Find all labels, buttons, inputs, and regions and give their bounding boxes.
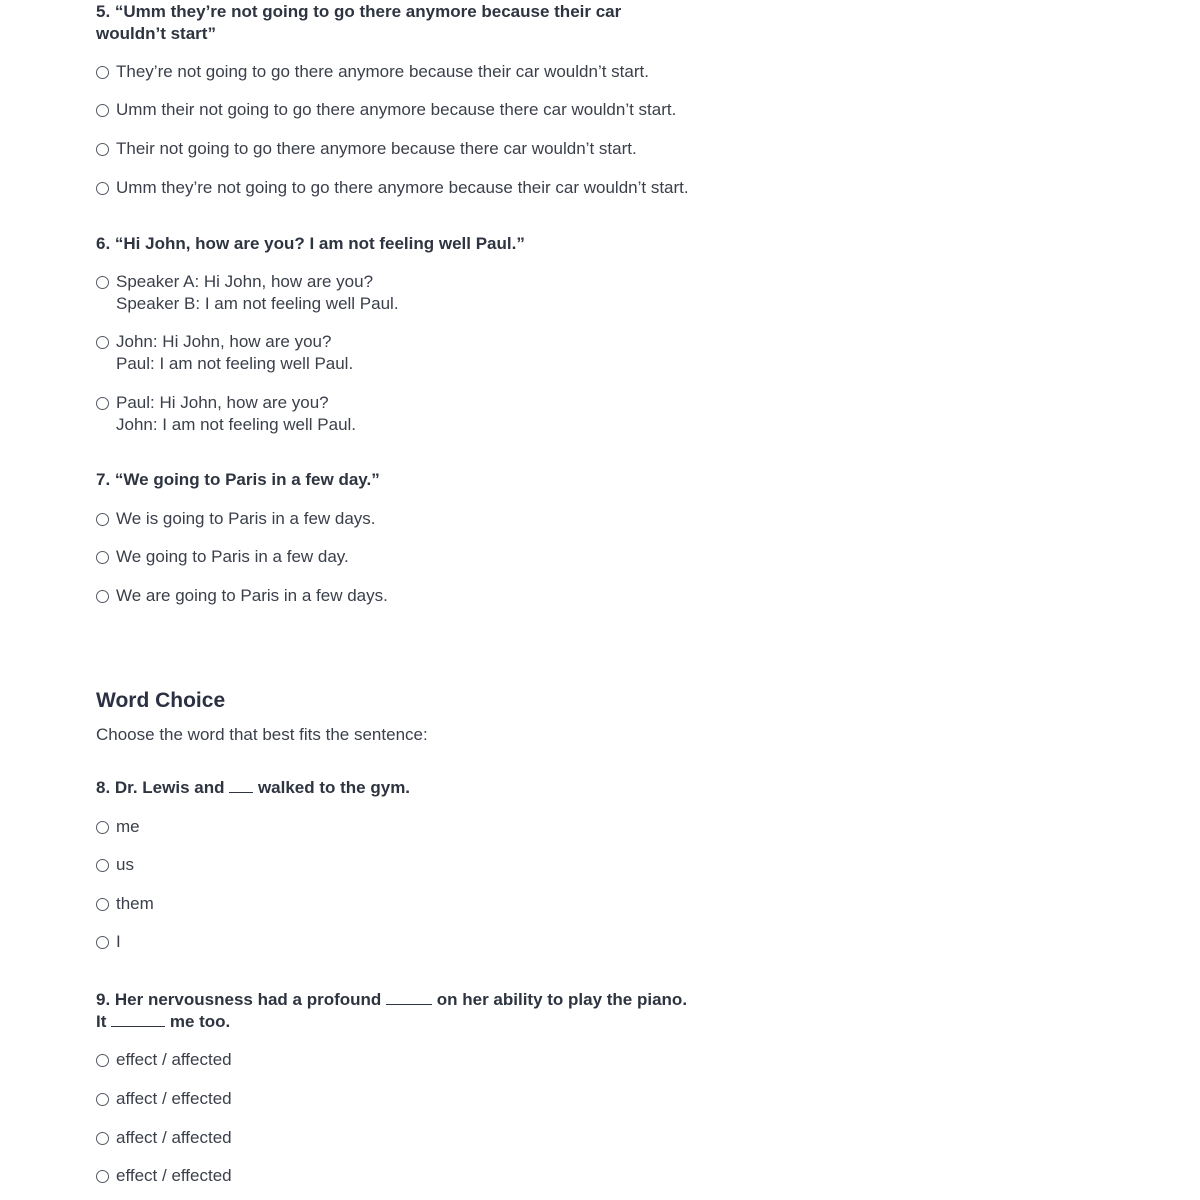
q6-option-2[interactable] (96, 331, 353, 375)
section-title: Word Choice (96, 689, 226, 712)
radio-button-icon[interactable] (96, 182, 109, 195)
q6-option-1-line1: Speaker A: Hi John, how are you? (116, 272, 374, 291)
q9-option-2-label: affect / effected (116, 1089, 232, 1108)
q6-option-3-line2: John: I am not feeling well Paul. (116, 415, 357, 434)
radio-button-icon[interactable] (96, 821, 109, 834)
q9-option-2[interactable] (96, 1088, 232, 1110)
question-7-title: 7. “We going to Paris in a few day.” (96, 470, 380, 489)
question-9-line1-prefix: 9. Her nervousness had a profound (96, 990, 387, 1009)
q7-option-3[interactable] (96, 585, 388, 607)
q7-option-2[interactable] (96, 546, 349, 568)
q6-option-3-line1: Paul: Hi John, how are you? (116, 393, 329, 412)
radio-button-icon[interactable] (96, 1054, 109, 1067)
q5-option-1-label: They’re not going to go there anymore because their car wouldn’t start. (116, 62, 649, 81)
radio-button-icon[interactable] (96, 143, 109, 156)
radio-button-icon[interactable] (96, 590, 109, 603)
question-9-title (96, 989, 736, 1033)
question-5-title (96, 1, 736, 45)
q6-option-1-line2: Speaker B: I am not feeling well Paul. (116, 294, 399, 313)
question-9-line2-prefix: It (96, 1012, 112, 1031)
question-8-title (96, 777, 736, 799)
q8-option-1-label: me (116, 817, 140, 836)
question-5-title-line2: wouldn’t start” (96, 24, 216, 43)
q5-option-3[interactable] (96, 138, 637, 160)
q5-option-2[interactable] (96, 99, 676, 121)
q9-option-3[interactable] (96, 1127, 232, 1149)
q5-option-1[interactable] (96, 61, 649, 83)
question-8-title-suffix: walked to the gym. (253, 778, 411, 797)
q8-option-2-label: us (116, 855, 134, 874)
q8-option-3-label: them (116, 894, 154, 913)
q6-option-2-line1: John: Hi John, how are you? (116, 332, 332, 351)
question-9-line1-suffix: on her ability to play the piano. (432, 990, 688, 1009)
radio-button-icon[interactable] (96, 859, 109, 872)
blank-line (229, 791, 253, 793)
radio-button-icon[interactable] (96, 66, 109, 79)
radio-button-icon[interactable] (96, 551, 109, 564)
q9-option-1-label: effect / affected (116, 1050, 232, 1069)
q6-option-2-line2: Paul: I am not feeling well Paul. (116, 354, 354, 373)
q8-option-4-label: I (116, 932, 121, 951)
radio-button-icon[interactable] (96, 1170, 109, 1183)
q9-option-4-label: effect / effected (116, 1166, 232, 1185)
q8-option-3[interactable] (96, 893, 154, 915)
q7-option-1[interactable] (96, 508, 376, 530)
q7-option-2-label: We going to Paris in a few day. (116, 547, 349, 566)
radio-button-icon[interactable] (96, 1132, 109, 1145)
section-description: Choose the word that best fits the sentence: (96, 725, 428, 744)
q5-option-3-label: Their not going to go there anymore because there car wouldn’t start. (116, 139, 637, 158)
question-9-line2-suffix: me too. (165, 1012, 231, 1031)
question-5-title-line1: 5. “Umm they’re not going to go there anymore because their car (96, 2, 622, 21)
radio-button-icon[interactable] (96, 397, 109, 410)
question-9-title-line2 (96, 1011, 736, 1033)
radio-button-icon[interactable] (96, 513, 109, 526)
question-9-title-line1 (96, 989, 736, 1011)
radio-button-icon[interactable] (96, 336, 109, 349)
radio-button-icon[interactable] (96, 104, 109, 117)
q6-option-1[interactable] (96, 271, 399, 315)
q7-option-3-label: We are going to Paris in a few days. (116, 586, 388, 605)
q6-option-3[interactable] (96, 392, 356, 436)
blank-line (111, 1025, 165, 1027)
question-8-title-prefix: 8. Dr. Lewis and (96, 778, 230, 797)
q5-option-4[interactable] (96, 177, 689, 199)
q8-option-2[interactable] (96, 854, 134, 876)
radio-button-icon[interactable] (96, 1093, 109, 1106)
q8-option-1[interactable] (96, 816, 140, 838)
radio-button-icon[interactable] (96, 898, 109, 911)
radio-button-icon[interactable] (96, 276, 109, 289)
blank-line (386, 1003, 432, 1005)
q9-option-4[interactable] (96, 1165, 232, 1187)
q8-option-4[interactable] (96, 931, 121, 953)
q5-option-4-label: Umm they’re not going to go there anymore because their car wouldn’t start. (116, 178, 689, 197)
q5-option-2-label: Umm their not going to go there anymore because there car wouldn’t start. (116, 100, 677, 119)
q9-option-1[interactable] (96, 1049, 232, 1071)
q7-option-1-label: We is going to Paris in a few days. (116, 509, 376, 528)
question-6-title: 6. “Hi John, how are you? I am not feeling well Paul.” (96, 234, 525, 253)
q9-option-3-label: affect / affected (116, 1128, 232, 1147)
radio-button-icon[interactable] (96, 936, 109, 949)
